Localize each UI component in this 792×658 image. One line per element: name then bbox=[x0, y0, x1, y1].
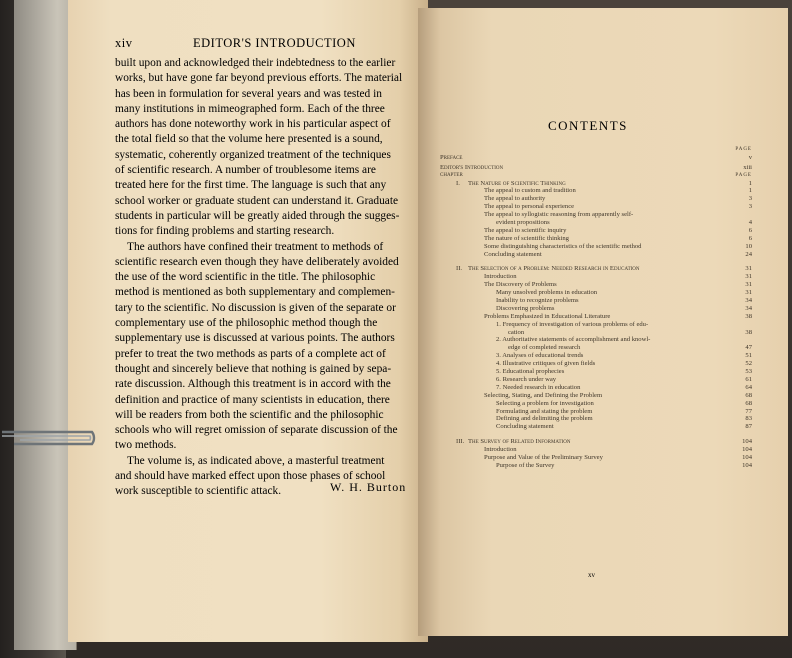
text-line: work susceptible to scientific attack. bbox=[115, 485, 282, 498]
toc-entry-title: Many unsolved problems in education bbox=[496, 289, 598, 297]
toc-entry-page: 38 bbox=[745, 312, 752, 320]
toc-entry-page: xiii bbox=[743, 163, 752, 171]
toc-entry bbox=[440, 227, 752, 235]
toc-entry bbox=[440, 281, 752, 289]
text-line: tions for finding problems and starting research. bbox=[115, 225, 335, 238]
text-line: supplementary use is discussed at various points. The authors bbox=[115, 332, 395, 345]
paper-clip bbox=[0, 422, 108, 446]
text-line: has been in formulation for several years and was tested in bbox=[115, 87, 382, 100]
text-line: tary to the scientific. No discussion is given of the separate or bbox=[115, 301, 396, 314]
toc-entry-page: v bbox=[748, 153, 752, 161]
signature: W. H. Burton bbox=[330, 480, 407, 494]
toc-entry-page: 104 bbox=[742, 461, 752, 469]
text-line: The volume is, as indicated above, a masterful treatment bbox=[127, 454, 385, 467]
text-line: treated here for the first time. The language is such that any bbox=[115, 179, 387, 192]
toc-entry-page: 31 bbox=[745, 265, 752, 273]
text-line: many institutions in mimeographed form. Each of the three bbox=[115, 102, 385, 115]
toc-entry-title: The nature of scientific thinking bbox=[484, 234, 569, 242]
toc-entry-page: 10 bbox=[745, 242, 752, 250]
running-head-title: EDITOR'S INTRODUCTION bbox=[193, 36, 356, 50]
toc-entry-title: evident propositions bbox=[496, 219, 550, 227]
toc-entry-page: 31 bbox=[745, 273, 752, 281]
toc-entry-title: 3. Analyses of educational trends bbox=[496, 352, 584, 360]
toc-entry-page: 77 bbox=[745, 407, 752, 415]
toc-entry-title: The appeal to syllogistic reasoning from apparently self- bbox=[484, 211, 634, 219]
text-line: systematic, coherently organized treatment of the techniques bbox=[115, 148, 391, 161]
text-line: school worker or graduate student can understand it. Graduate bbox=[115, 194, 399, 207]
toc-entry bbox=[440, 352, 752, 360]
toc-entry bbox=[440, 195, 752, 203]
text-line: scientific research even though they have deliberately avoided bbox=[115, 255, 399, 268]
toc-entry-title: 6. Research under way bbox=[496, 375, 557, 383]
toc-entry-title: 7. Needed research in education bbox=[496, 383, 581, 391]
text-line: definition and practice of many scientists in education, there bbox=[115, 393, 390, 406]
toc-entry-page: 53 bbox=[745, 368, 752, 376]
toc-entry-title: Concluding statement bbox=[484, 250, 542, 258]
toc-entry bbox=[440, 376, 752, 384]
toc-entry-page: 87 bbox=[745, 423, 752, 431]
toc-front-matter bbox=[440, 154, 752, 162]
toc-entry-title: Purpose and Value of the Preliminary Survey bbox=[484, 453, 603, 461]
toc-entry-page: 31 bbox=[745, 289, 752, 297]
toc-entry-title: The Survey of Related Information bbox=[468, 438, 571, 446]
toc-entry-title: Selecting, Stating, and Defining the Problem bbox=[484, 391, 603, 399]
toc-entry-page: 83 bbox=[745, 415, 752, 423]
toc-entry-page: 24 bbox=[745, 250, 752, 258]
toc-entry bbox=[440, 384, 752, 392]
toc-entry-page: 34 bbox=[745, 297, 752, 305]
toc-entry bbox=[440, 423, 752, 431]
toc-entry-title: The appeal to custom and tradition bbox=[484, 187, 576, 195]
text-line: schools who will regret omission of separate discussion of the bbox=[115, 424, 398, 437]
toc-entry bbox=[440, 454, 752, 462]
chapter-label-row bbox=[440, 172, 752, 180]
toc-entry bbox=[440, 297, 752, 305]
toc-entry bbox=[440, 313, 752, 321]
toc-entry bbox=[440, 392, 752, 400]
toc-entry bbox=[440, 243, 752, 251]
toc-entry-page: 68 bbox=[745, 399, 752, 407]
toc-entry-title: The appeal to personal experience bbox=[484, 203, 575, 211]
toc-entry bbox=[440, 415, 752, 423]
toc-entry bbox=[440, 187, 752, 195]
toc-entry bbox=[440, 446, 752, 454]
text-line: and should have marked effect upon those phases of school bbox=[115, 470, 386, 483]
toc-entry-title: Introduction bbox=[484, 273, 517, 281]
toc-entry-page: 1 bbox=[748, 187, 752, 195]
editor-introduction-text bbox=[115, 56, 427, 500]
toc-entry bbox=[440, 408, 752, 416]
text-line: The authors have confined their treatment to methods of bbox=[127, 240, 384, 253]
text-line: of scientific research. A number of troublesome items are bbox=[115, 164, 376, 177]
text-line: authors has done noteworthy work in his particular aspect of bbox=[115, 118, 391, 131]
page-column-label: PAGE bbox=[735, 147, 752, 152]
text-line: will be readers from both the scientific and the philosophic bbox=[115, 408, 384, 421]
toc-entry bbox=[440, 289, 752, 297]
toc-entry-page: 52 bbox=[745, 360, 752, 368]
chapter-number: I. bbox=[456, 179, 460, 187]
page-column-label-2: PAGE bbox=[735, 172, 752, 178]
text-line: prefer to treat the two methods as parts of a complete act of bbox=[115, 347, 386, 360]
toc-entry-title: Selecting a problem for investigation bbox=[496, 399, 594, 407]
toc-entry-page: 31 bbox=[745, 281, 752, 289]
toc-entry-title: Discovering problems bbox=[496, 304, 555, 312]
toc-entry-title: The Selection of a Problem: Needed Research in Education bbox=[468, 265, 640, 273]
toc-entry bbox=[440, 211, 752, 219]
text-line: the use of the word scientific in the title. The philosophic bbox=[115, 271, 376, 284]
toc-entry bbox=[440, 400, 752, 408]
toc-chapter bbox=[440, 438, 752, 446]
toc-entry-page: 64 bbox=[745, 383, 752, 391]
toc-entry-page: 3 bbox=[748, 195, 752, 203]
toc-entry bbox=[440, 336, 752, 344]
toc-entry-title: Some distinguishing characteristics of the scientific method bbox=[484, 242, 642, 250]
toc-entry-page: 51 bbox=[745, 352, 752, 360]
text-line: the total field so that the volume here presented is a sound, bbox=[115, 133, 383, 146]
toc-entry-title: 5. Educational prophecies bbox=[496, 368, 565, 376]
toc-entry-title: Concluding statement bbox=[496, 423, 554, 431]
text-line: two methods. bbox=[115, 439, 177, 452]
page-column-label-row bbox=[440, 146, 752, 154]
text-line: rate discussion. Although this treatment is in accord with the bbox=[115, 378, 391, 391]
chapter-number: III. bbox=[456, 438, 465, 446]
toc-entry-page: 4 bbox=[748, 219, 752, 227]
toc-entry bbox=[440, 368, 752, 376]
toc-entry bbox=[440, 344, 752, 352]
toc-entry-title: The appeal to authority bbox=[484, 195, 546, 203]
toc-entry-title: Formulating and stating the problem bbox=[496, 407, 593, 415]
toc-entry-title: 2. Authoritative statements of accomplishment and knowl- bbox=[496, 336, 651, 344]
right-folio: xv bbox=[588, 571, 595, 579]
toc-entry-title: Introduction bbox=[484, 446, 517, 454]
toc-chapter bbox=[440, 265, 752, 273]
toc-entry-page: 6 bbox=[748, 226, 752, 234]
left-page-number: xiv bbox=[115, 36, 133, 50]
toc-entry-title: Inability to recognize problems bbox=[496, 297, 579, 305]
toc-entry bbox=[440, 273, 752, 281]
toc-entry-title: 4. Illustrative critiques of given fields bbox=[496, 360, 596, 368]
toc-entry bbox=[440, 360, 752, 368]
toc-chapter bbox=[440, 180, 752, 188]
toc-entry-title: Defining and delimiting the problem bbox=[496, 415, 593, 423]
toc-entry bbox=[440, 305, 752, 313]
toc-entry-page: 3 bbox=[748, 203, 752, 211]
text-line: method is mentioned as both supplementary and complemen- bbox=[115, 286, 395, 299]
toc-entry-page: 6 bbox=[748, 234, 752, 242]
toc-entry-title: Purpose of the Survey bbox=[496, 461, 555, 469]
toc-entry-title: 1. Frequency of investigation of various problems of edu- bbox=[496, 320, 649, 328]
chapter-column-label: CHAPTER bbox=[440, 172, 463, 178]
toc-entry-page: 104 bbox=[742, 438, 752, 446]
table-of-contents bbox=[440, 146, 752, 470]
toc-entry-page: 68 bbox=[745, 391, 752, 399]
toc-entry-title: The Discovery of Problems bbox=[484, 281, 557, 289]
text-line: built upon and acknowledged their indebtedness to the earlier bbox=[115, 57, 396, 69]
contents-title: CONTENTS bbox=[548, 118, 628, 133]
toc-entry-title: The appeal to scientific inquiry bbox=[484, 226, 567, 234]
toc-entry-page: 104 bbox=[742, 453, 752, 461]
toc-entry bbox=[440, 321, 752, 329]
toc-entry bbox=[440, 329, 752, 337]
toc-entry-page: 104 bbox=[742, 446, 752, 454]
toc-entry-page: 61 bbox=[745, 375, 752, 383]
toc-entry-title: Editor's Introduction bbox=[440, 163, 504, 171]
toc-entry-page: 1 bbox=[748, 179, 752, 187]
toc-entry bbox=[440, 251, 752, 259]
text-line: thought and sincerely believe that nothing is gained by sepa- bbox=[115, 362, 392, 375]
toc-entry-page: 34 bbox=[745, 304, 752, 312]
toc-entry-title: Problems Emphasized in Educational Literature bbox=[484, 312, 611, 320]
toc-entry bbox=[440, 235, 752, 243]
toc-entry-title: Preface bbox=[440, 153, 463, 161]
toc-entry-title: cation bbox=[508, 328, 525, 336]
text-line: students in particular will be greatly aided through the sugges- bbox=[115, 209, 400, 222]
toc-entry-page: 38 bbox=[745, 328, 752, 336]
toc-entry-title: The Nature of Scientific Thinking bbox=[468, 179, 566, 187]
text-line: works, but have gone far beyond previous efforts. The material bbox=[115, 72, 403, 85]
toc-entry-title: edge of completed research bbox=[508, 344, 581, 352]
chapter-number: II. bbox=[456, 265, 463, 273]
toc-entry-page: 47 bbox=[745, 344, 752, 352]
toc-entry bbox=[440, 462, 752, 470]
text-line: complementary use of the philosophic method though the bbox=[115, 317, 378, 330]
toc-entry bbox=[440, 203, 752, 211]
toc-front-matter bbox=[440, 164, 752, 172]
toc-entry bbox=[440, 219, 752, 227]
